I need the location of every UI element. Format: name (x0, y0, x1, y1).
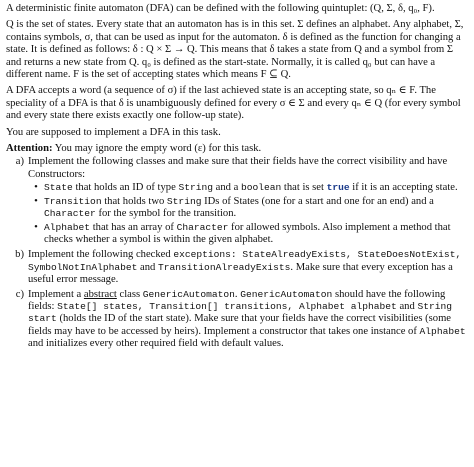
item-marker-a: a) (15, 156, 24, 168)
acceptance-paragraph: A DFA accepts a word (a sequence of σ) if the last achieved state is an accepting state, so qₙ ∈ F. The speciality of a DFA is that δ is unambiguously defined for every σ ∈ Σ and every qₙ ∈ Q (for every symbol and every state there exists exactly one follow-up state). (6, 85, 461, 122)
definitions-paragraph: Q is the set of states. Every state that an automaton has is in this set. Σ defines an alphabet. Any alphabet, Σ, contains symbols, σ, that can be used as input for the automaton. δ is defined as the function for changing a state. It is defined as follows: δ : Q × Σ → Q. This means that δ takes a state from Q and a symbol from Σ and returns a new state from Q. q₀ is defined as the start-state. Normally, it is called q₀ but can have a different name. F is the set of accepting states which means F ⊆ Q. (6, 19, 464, 81)
attention-label: Attention: (6, 143, 53, 155)
bullet-icon: • (34, 182, 38, 194)
code-alphabet: Alphabet (419, 325, 466, 337)
task-item-b (6, 249, 468, 286)
bullet-icon: • (34, 195, 38, 207)
bullet-icon: • (34, 221, 38, 233)
intro-paragraph: A deterministic finite automaton (DFA) can be defined with the following quintuplet: (Q, Σ, δ, q₀, F). (6, 3, 435, 14)
code-string-start: String start (28, 300, 452, 325)
code-string: String (166, 195, 202, 207)
code-boolean: boolean (240, 182, 282, 194)
task-item-a (6, 156, 468, 247)
code-transition-exists: TransitionAlreadyExists (158, 261, 291, 273)
attention-text: You may ignore the empty word (ε) for this task. (54, 143, 262, 155)
class-bullet-list (28, 182, 468, 246)
bullet-transition: • Transition that holds two String IDs of States (one for a start and one for an end) and a Character for the symbol for the transition. (28, 196, 468, 221)
item-content-b: Implement the following checked exceptions: StateAlreadyExists, StateDoesNotExist, SymbolNotInAlphabet and TransitionAlreadyExists. Make sure that every exception has a useful error message. (28, 249, 462, 286)
code-string: String (178, 182, 213, 194)
item-a-text: Implement the following classes and make sure that their fields have the correct visibility and have Constructors: (28, 156, 448, 180)
code-character: Character (176, 221, 229, 233)
code-state: State (44, 182, 73, 194)
code-transition: Transition (44, 195, 102, 207)
item-content-a (28, 156, 468, 247)
keyword-true: true (326, 182, 350, 194)
item-marker-b: b) (15, 249, 24, 261)
bullet-state: • State that holds an ID of type String and a boolean that is set true if it is an accepting state. (28, 182, 468, 194)
code-alphabet: Alphabet (44, 221, 91, 233)
code-fields: State[] states, Transition[] transitions, Alphabet alphabet (57, 300, 397, 312)
item-marker-c: c) (15, 288, 24, 300)
bullet-alphabet: • Alphabet that has an array of Character for allowed symbols. Also implement a method that checks whether a symbol is within the given alphabet. (28, 222, 468, 247)
code-generic-automaton: GenericAutomaton (142, 288, 235, 300)
code-character: Character (44, 208, 96, 220)
task-item-c (6, 289, 468, 351)
attention-paragraph (6, 143, 468, 155)
task-list (6, 156, 468, 350)
underlined-abstract: abstract (83, 288, 117, 300)
code-generic-automaton: GenericAutomaton (240, 288, 333, 300)
task-paragraph: You are supposed to implement a DFA in this task. (6, 126, 221, 138)
code-exceptions: exceptions: StateAlreadyExists, StateDoesNotExist, SymbolNotInAlphabet (28, 249, 462, 273)
item-content-c: Implement a abstract class GenericAutomaton. GenericAutomaton should have the following fields: State[] states, Transition[] transitions, Alphabet alphabet and String start (holds the ID of the start state). Make sure that your fields have the correct visibilities (some fields may have to be accessed by heirs). Implement a constructor that takes one instance of Alphabet and initializes every other required field with default values. (28, 288, 466, 350)
